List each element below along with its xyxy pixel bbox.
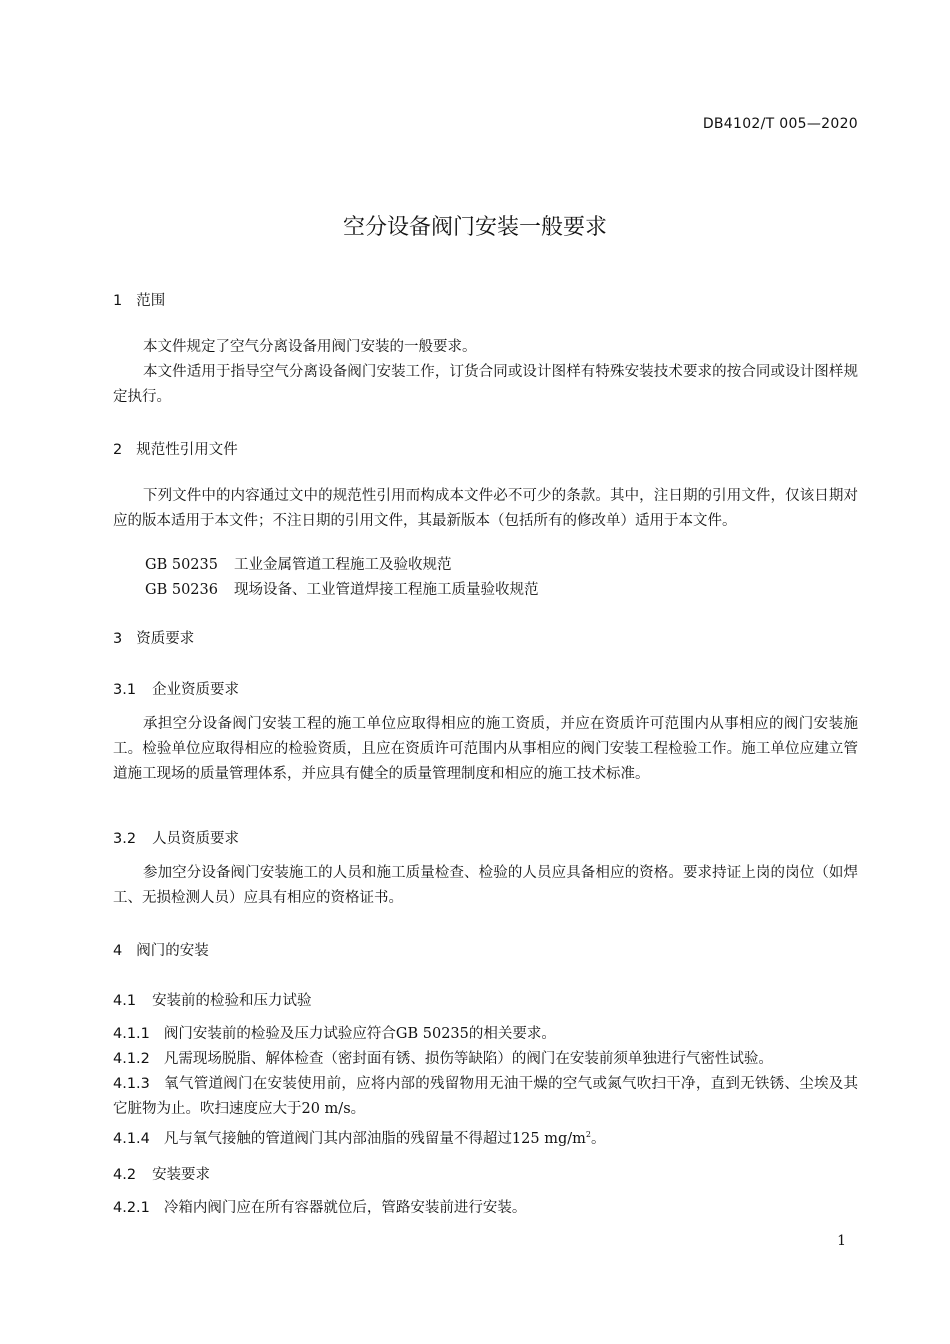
subsection-number: 3.2 [113, 831, 137, 847]
clause-text: 阀门安装前的检验及压力试验应符合GB 50235的相关要求。 [163, 1026, 556, 1042]
paragraph: 下列文件中的内容通过文中的规范性引用而构成本文件必不可少的条款。其中，注日期的引用文件，仅该日期对应的版本适用于本文件；不注日期的引用文件，其最新版本（包括所有的修改单）适用于本文件。 [113, 488, 858, 529]
reference-code: GB 50235 [145, 557, 218, 573]
subsection-heading-3-1 [113, 678, 239, 699]
section-number: 2 [113, 442, 123, 458]
subsection-title: 安装要求 [152, 1167, 211, 1183]
reference-name: 现场设备、工业管道焊接工程施工质量验收规范 [233, 582, 539, 598]
clause-item [113, 1072, 858, 1122]
reference-item [145, 553, 451, 574]
section-title: 规范性引用文件 [136, 442, 238, 458]
clause-text: 凡需现场脱脂、解体检查（密封面有锈、损伤等缺陷）的阀门在安装前须单独进行气密性试验。 [163, 1051, 773, 1067]
paragraph: 本文件规定了空气分离设备用阀门安装的一般要求。 [143, 339, 477, 355]
subsection-title: 企业资质要求 [152, 682, 240, 698]
clause-text: 凡与氧气接触的管道阀门其内部油脂的残留量不得超过125 mg/m [163, 1130, 586, 1147]
clause-number: 4.1.3 [113, 1076, 150, 1092]
subsection-title: 安装前的检验和压力试验 [152, 993, 312, 1009]
subsection-number: 3.1 [113, 682, 137, 698]
clause-item [113, 1122, 858, 1152]
clause-item [113, 1196, 858, 1221]
clause-text: 冷箱内阀门应在所有容器就位后，管路安装前进行安装。 [163, 1200, 527, 1216]
subsection-number: 4.1 [113, 993, 137, 1009]
section-title: 阀门的安装 [136, 943, 209, 959]
clause-text-tail: 。 [590, 1130, 606, 1147]
section-number: 4 [113, 943, 123, 959]
section-number: 1 [113, 293, 123, 309]
section-heading-1 [113, 289, 165, 310]
subsection-heading-4-2 [113, 1163, 210, 1184]
clause-text: 氧气管道阀门在安装使用前，应将内部的残留物用无油干燥的空气或氮气吹扫干净，直到无铁锈、尘埃及其它脏物为止。吹扫速度应大于20 m/s。 [113, 1076, 858, 1117]
reference-name: 工业金属管道工程施工及验收规范 [233, 557, 452, 573]
section-heading-2 [113, 438, 238, 459]
clause-number: 4.2.1 [113, 1200, 150, 1216]
section-number: 3 [113, 631, 123, 647]
clause-number: 4.1.2 [113, 1051, 150, 1067]
subsection-heading-4-1 [113, 989, 312, 1010]
document-code: DB4102/T 005—2020 [702, 116, 858, 132]
clause-item [113, 1022, 858, 1047]
paragraph: 本文件适用于指导空气分离设备阀门安装工作，订货合同或设计图样有特殊安装技术要求的按合同或设计图样规定执行。 [113, 364, 858, 405]
document-title: 空分设备阀门安装一般要求 [342, 215, 607, 240]
subsection-title: 人员资质要求 [152, 831, 240, 847]
paragraph: 参加空分设备阀门安装施工的人员和施工质量检查、检验的人员应具备相应的资格。要求持证上岗的岗位（如焊工、无损检测人员）应具有相应的资格证书。 [113, 865, 858, 906]
section-heading-3 [113, 627, 194, 648]
clause-number: 4.1.1 [113, 1026, 150, 1042]
subsection-number: 4.2 [113, 1167, 137, 1183]
clause-number: 4.1.4 [113, 1130, 150, 1147]
section-title: 资质要求 [136, 631, 195, 647]
paragraph: 承担空分设备阀门安装工程的施工单位应取得相应的施工资质，并应在资质许可范围内从事相应的阀门安装施工。检验单位应取得相应的检验资质，且应在资质许可范围内从事相应的阀门安装工程检验工作。施工单位应建立管道施工现场的质量管理体系，并应具有健全的质量管理制度和相应的施工技术标准。 [113, 716, 858, 782]
reference-item [145, 578, 538, 599]
section-heading-4 [113, 939, 209, 960]
superscript: 2 [585, 1130, 591, 1139]
clause-item [113, 1047, 858, 1072]
page-number: 1 [837, 1233, 846, 1249]
section-title: 范围 [136, 293, 166, 309]
reference-code: GB 50236 [145, 582, 218, 598]
subsection-heading-3-2 [113, 827, 239, 848]
